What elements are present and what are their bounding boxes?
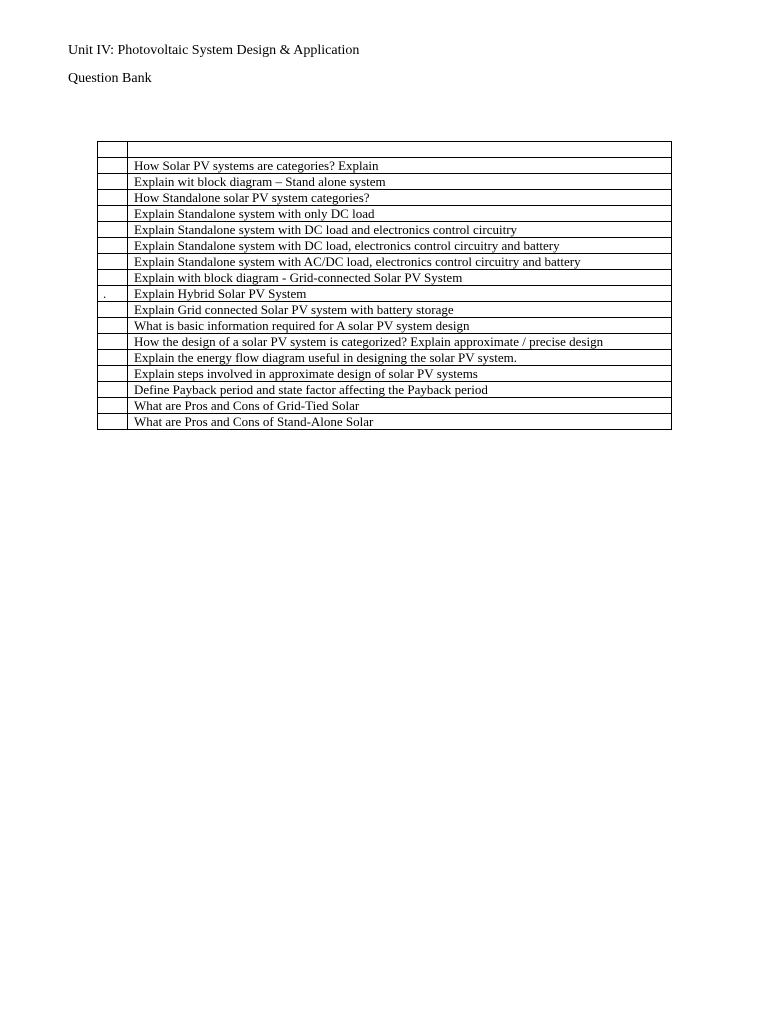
table-row [98,222,672,238]
question-number-cell [98,302,128,318]
table-row [98,350,672,366]
question-number-cell [98,366,128,382]
table-row [98,238,672,254]
table-row [98,190,672,206]
table-row [98,366,672,382]
table-header-row [98,142,672,158]
question-number-cell [98,254,128,270]
table-row [98,334,672,350]
question-number-cell [98,414,128,430]
question-text-cell: Explain Standalone system with AC/DC load, electronics control circuitry and battery [128,254,672,270]
table-row [98,382,672,398]
question-number-cell [98,238,128,254]
table-row [98,286,672,302]
question-number-cell [98,206,128,222]
header-question-cell [128,142,672,158]
question-text-cell: Explain Grid connected Solar PV system with battery storage [128,302,672,318]
table-row [98,398,672,414]
question-text-cell: Explain with block diagram - Grid-connected Solar PV System [128,270,672,286]
question-number-cell [98,222,128,238]
question-text-cell: What is basic information required for A solar PV system design [128,318,672,334]
question-number-cell: . [98,286,128,302]
document-title: Unit IV: Photovoltaic System Design & Application [68,43,360,58]
question-text-cell: How the design of a solar PV system is categorized? Explain approximate / precise design [128,334,672,350]
question-text-cell: Explain Standalone system with only DC load [128,206,672,222]
question-number-cell [98,270,128,286]
question-number-cell [98,158,128,174]
question-text-cell: What are Pros and Cons of Stand-Alone Solar [128,414,672,430]
question-text-cell: How Solar PV systems are categories? Explain [128,158,672,174]
question-number-cell [98,398,128,414]
table-row [98,302,672,318]
question-number-cell [98,334,128,350]
question-text-cell: Explain Standalone system with DC load, electronics control circuitry and battery [128,238,672,254]
question-table [97,141,672,430]
document-subtitle: Question Bank [68,71,152,86]
question-number-cell [98,174,128,190]
question-text-cell: How Standalone solar PV system categories? [128,190,672,206]
question-text-cell: Explain Hybrid Solar PV System [128,286,672,302]
question-text-cell: Explain the energy flow diagram useful in designing the solar PV system. [128,350,672,366]
question-number-cell [98,318,128,334]
question-text-cell: Explain wit block diagram – Stand alone system [128,174,672,190]
table-row [98,414,672,430]
question-number-cell [98,382,128,398]
table-row [98,270,672,286]
question-text-cell: Explain Standalone system with DC load and electronics control circuitry [128,222,672,238]
header-number-cell [98,142,128,158]
question-number-cell [98,190,128,206]
question-table-body [98,142,672,430]
question-text-cell: What are Pros and Cons of Grid-Tied Solar [128,398,672,414]
table-row [98,318,672,334]
question-text-cell: Explain steps involved in approximate design of solar PV systems [128,366,672,382]
table-row [98,158,672,174]
table-row [98,254,672,270]
question-number-cell [98,350,128,366]
table-row [98,206,672,222]
table-row [98,174,672,190]
question-text-cell: Define Payback period and state factor affecting the Payback period [128,382,672,398]
